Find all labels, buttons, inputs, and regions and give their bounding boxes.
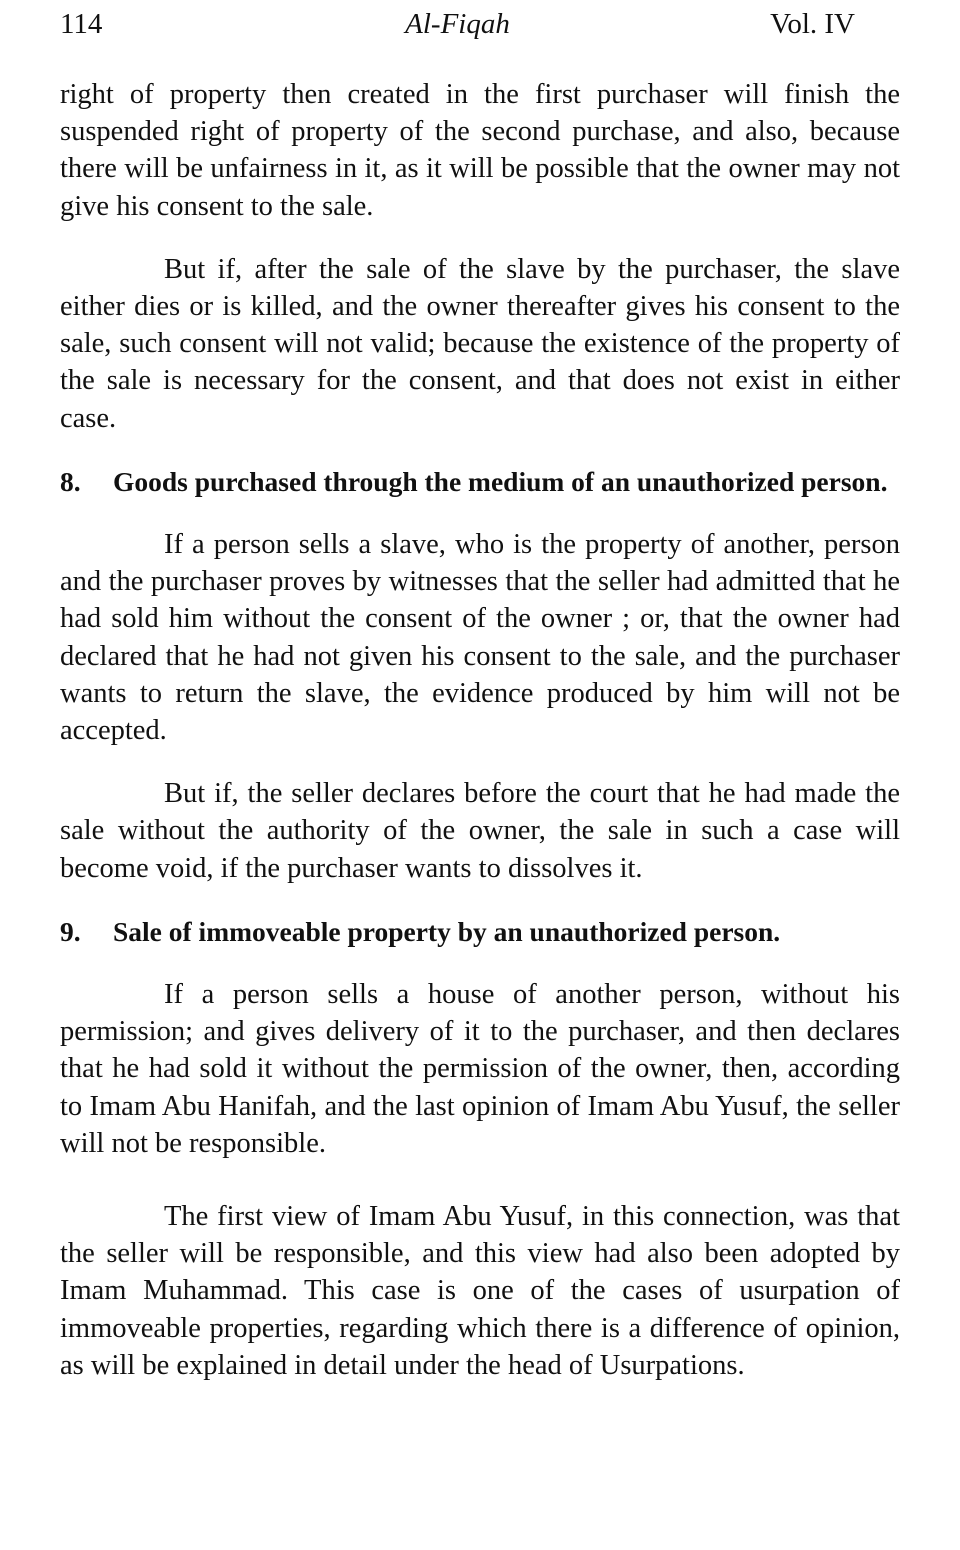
body-text xyxy=(60,76,900,1384)
page-number: 114 xyxy=(60,8,103,40)
section-title: Goods purchased through the medium of an unauthorized person. xyxy=(113,465,888,497)
section-heading-9 xyxy=(60,913,900,950)
section-number: 8. xyxy=(60,465,81,497)
volume-label: Vol. IV xyxy=(770,8,855,40)
paragraph-seller-declares: But if, the seller declares before the court that he had made the sale without the authority of the owner, the sale in such a case will become void, if the purchaser wants to dissolves it. xyxy=(60,778,900,884)
paragraph-witness-evidence: If a person sells a slave, who is the property of another, person and the purchaser proves by witnesses that the seller had admitted that he had sold him without the consent of the owner ; or, that the owner had declared that he had not given his consent to the sale, and the purchaser wants to return the slave, the evidence produced by him will not be accepted. xyxy=(60,529,900,747)
section-number: 9. xyxy=(60,915,81,947)
paragraph-first-view: The first view of Imam Abu Yusuf, in this connection, was that the seller will be responsible, and this view had also been adopted by Imam Muhammad. This case is one of the cases of usurpation of immoveable properties, regarding which there is a difference of opinion, as will be explained in detail under the head of Usurpations. xyxy=(60,1201,900,1381)
paragraph-house-sale: If a person sells a house of another person, without his permission; and gives delivery of it to the purchaser, and then declares that he had sold it without the permission of the owner, then, according to Imam Abu Hanifah, and the last opinion of Imam Abu Yusuf, the seller will not be responsible. xyxy=(60,979,900,1159)
section-title: Sale of immoveable property by an unauthorized person. xyxy=(113,915,781,947)
paragraph-continuation: right of property then created in the first purchaser will finish the suspended right of property of the second purchase, and also, because there will be unfairness in it, as it will be possible that the owner may not give his consent to the sale. xyxy=(60,79,900,222)
running-header xyxy=(60,4,855,44)
book-title: Al-Fiqah xyxy=(405,8,510,40)
paragraph-slave-dies: But if, after the sale of the slave by the purchaser, the slave either dies or is killed, and the owner thereafter gives his consent to the sale, such consent will not valid; because the existence of the property of the sale is necessary for the consent, and that does not exist in either case. xyxy=(60,253,900,434)
section-heading-8 xyxy=(60,463,900,500)
